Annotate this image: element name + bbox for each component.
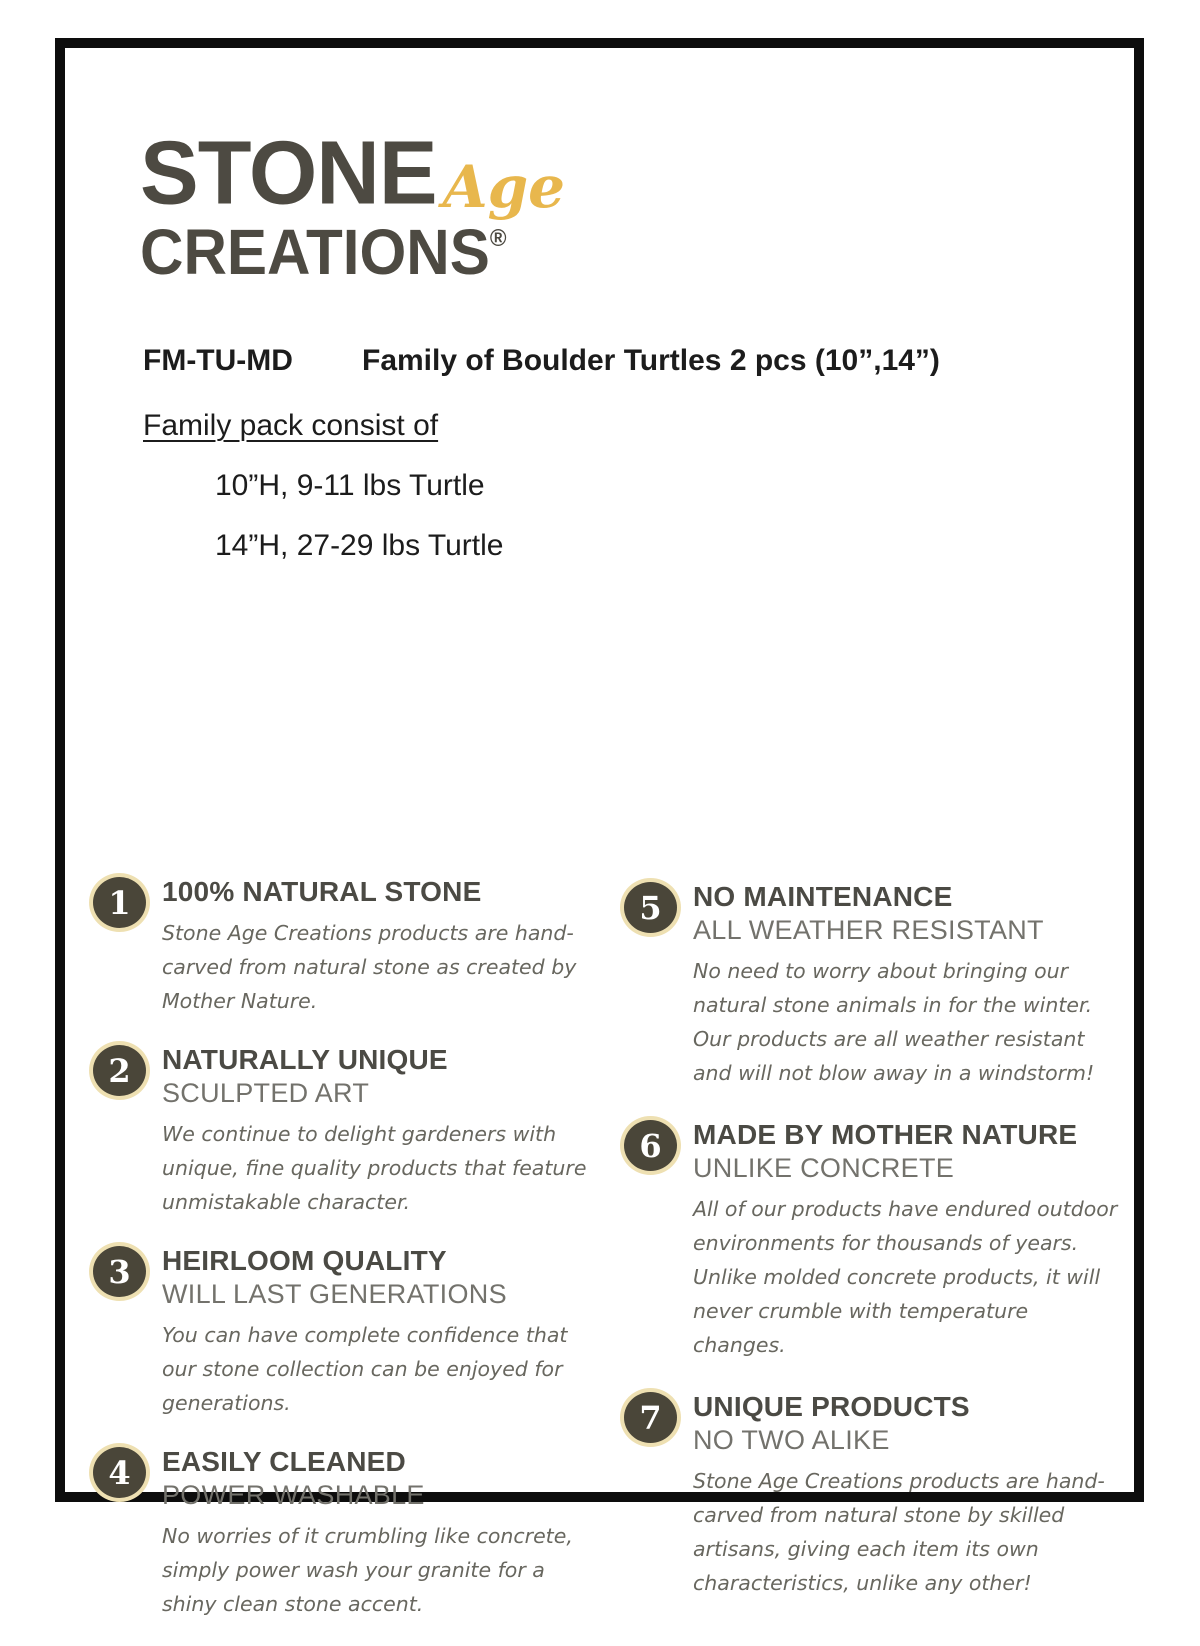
feature-heading: MADE BY MOTHER NATURE — [693, 1119, 1078, 1150]
feature-subheading: SCULPTED ART — [162, 1078, 370, 1108]
pack-heading: Family pack consist of — [143, 409, 439, 442]
logo-top-line — [140, 121, 566, 223]
feature-number-badge: 1 — [93, 877, 146, 928]
feature-number-badge: 3 — [93, 1246, 146, 1297]
feature-item-6 — [621, 1118, 1126, 1362]
feature-number-badge: 2 — [93, 1045, 146, 1096]
feature-heading: NATURALLY UNIQUE — [162, 1044, 448, 1075]
feature-description: No need to worry about bringing our natural stone animals in for the winter. Our products are all weather resistant and will not blow away in a windstorm! — [693, 959, 1095, 1085]
feature-number-badge: 6 — [624, 1120, 677, 1171]
registered-trademark-icon: ® — [489, 225, 507, 252]
feature-heading: UNIQUE PRODUCTS — [693, 1391, 970, 1422]
pack-item: 14”H, 27-29 lbs Turtle — [215, 529, 504, 562]
feature-item-3 — [90, 1244, 605, 1420]
feature-subheading: NO TWO ALIKE — [693, 1425, 890, 1455]
feature-subheading: ALL WEATHER RESISTANT — [693, 915, 1044, 945]
pack-item: 10”H, 9-11 lbs Turtle — [215, 469, 485, 502]
feature-heading: HEIRLOOM QUALITY — [162, 1245, 447, 1276]
feature-item-1 — [90, 875, 605, 1018]
page-border-frame — [55, 38, 1144, 1616]
product-title: Family of Boulder Turtles 2 pcs (10”,14”) — [362, 344, 940, 377]
features-column-left — [90, 875, 605, 1646]
feature-description: All of our products have endured outdoor environments for thousands of years. Unlike molded concrete products, it will never crumble with temperature changes. — [693, 1197, 1118, 1357]
logo-word-age: Age — [442, 153, 566, 221]
feature-heading: EASILY CLEANED — [162, 1446, 406, 1477]
product-title-line — [143, 343, 1083, 379]
feature-description: You can have complete confidence that our stone collection can be enjoyed for generations. — [162, 1323, 568, 1415]
brand-logo — [140, 121, 566, 288]
feature-number-badge: 4 — [93, 1447, 146, 1498]
product-code: FM-TU-MD — [143, 344, 293, 377]
feature-heading: NO MAINTENANCE — [693, 881, 953, 912]
feature-item-4 — [90, 1445, 605, 1621]
feature-subheading: POWER WASHABLE — [162, 1480, 425, 1510]
feature-number-badge: 5 — [624, 882, 677, 933]
features-column-right — [621, 880, 1126, 1628]
feature-subheading: WILL LAST GENERATIONS — [162, 1279, 507, 1309]
feature-item-2 — [90, 1043, 605, 1219]
feature-description: Stone Age Creations products are hand-carved from natural stone as created by Mother Nature. — [162, 921, 577, 1013]
feature-number-badge: 7 — [624, 1392, 677, 1443]
product-header — [143, 343, 1083, 588]
feature-subheading: UNLIKE CONCRETE — [693, 1153, 955, 1183]
feature-heading: 100% NATURAL STONE — [162, 876, 482, 907]
feature-description: No worries of it crumbling like concrete, simply power wash your granite for a shiny clean stone accent. — [162, 1524, 573, 1616]
logo-word-stone: STONE — [140, 121, 437, 223]
feature-description: We continue to delight gardeners with unique, fine quality products that feature unmistakable character. — [162, 1122, 587, 1214]
logo-bottom-line — [140, 208, 540, 288]
feature-item-5 — [621, 880, 1126, 1090]
feature-item-7 — [621, 1390, 1126, 1600]
feature-description: Stone Age Creations products are hand-carved from natural stone by skilled artisans, giving each item its own characteristics, unlike any other! — [693, 1469, 1105, 1595]
logo-word-creations: CREATIONS — [140, 216, 490, 288]
